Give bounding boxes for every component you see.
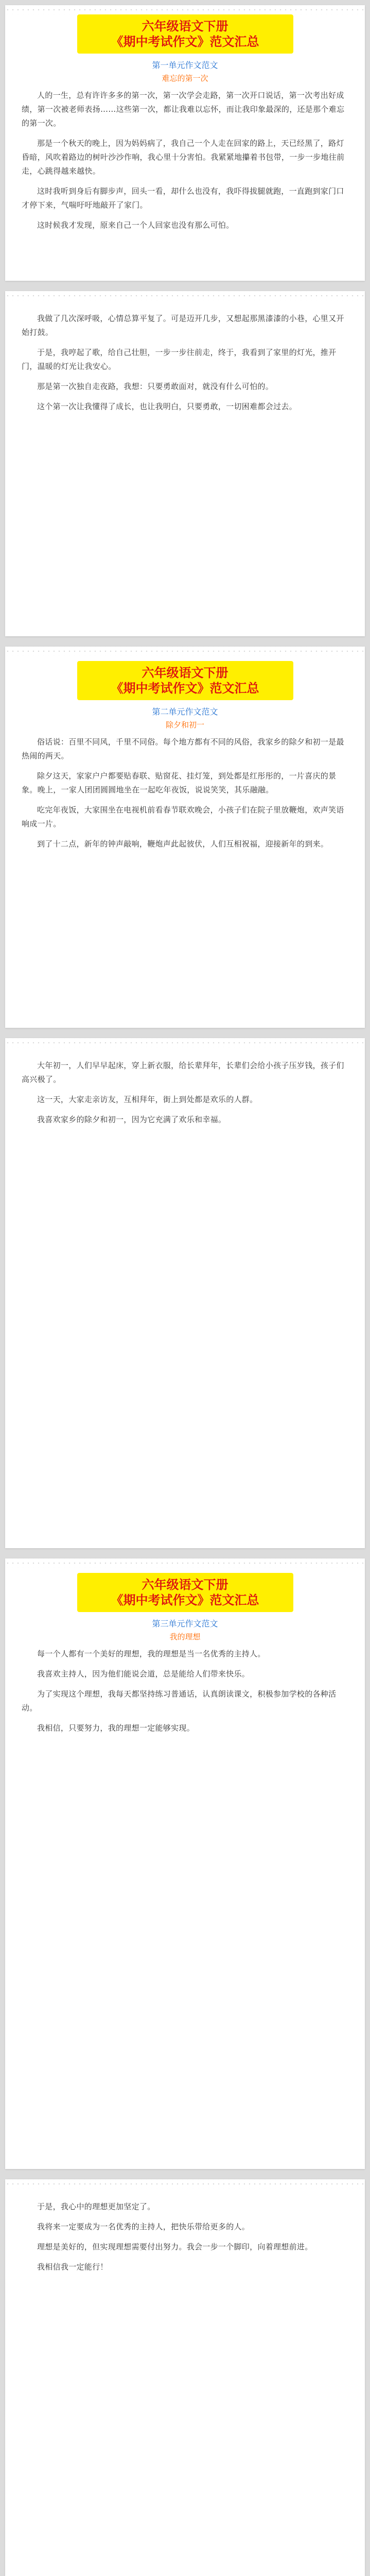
page-card-1	[5, 5, 365, 281]
paragraph: 于是，我心中的理想更加坚定了。	[37, 2202, 155, 2211]
paragraph: 我相信，只要努力，我的理想一定能够实现。	[37, 1723, 195, 1733]
title-banner	[77, 14, 293, 54]
paragraph: 除夕这天，家家户户都要贴春联、贴窗花、挂灯笼，到处都是红彤彤的，一片喜庆的景象。晚上，一家人团团圆圆地坐在一起吃年夜饭，说说笑笑，其乐融融。	[22, 771, 337, 794]
paragraph: 我将来一定要成为一名优秀的主持人，把快乐带给更多的人。	[37, 2222, 250, 2231]
paragraph: 俗话说：百里不同风，千里不同俗。每个地方都有不同的风俗，我家乡的除夕和初一是最热闹的两天。	[22, 737, 344, 760]
essay-title: 我的理想	[169, 1632, 201, 1641]
paragraph: 到了十二点，新年的钟声敲响，鞭炮声此起彼伏，人们互相祝福，迎接新年的到来。	[37, 839, 329, 849]
banner-line-2: 《期中考试作文》范文汇总	[111, 681, 259, 696]
dotted-border	[5, 2179, 365, 2189]
unit-heading: 第三单元作文范文	[152, 1619, 218, 1629]
unit-heading: 第一单元作文范文	[152, 60, 218, 70]
essay-body	[5, 89, 365, 232]
page-card-3	[5, 647, 365, 1028]
paragraph: 我做了几次深呼吸，心情总算平复了。可是迈开几步，又想起那黑漆漆的小巷，心里又开始打鼓。	[22, 314, 344, 337]
banner-line-1: 六年级语文下册	[142, 1578, 228, 1592]
paragraph: 那是一个秋天的晚上，因为妈妈病了，我自己一个人走在回家的路上，天已经黑了，路灯昏暗，风吹着路边的树叶沙沙作响，我心里十分害怕。我紧紧地攥着书包带，一步一步地往前走，心跳得越来越快。	[22, 139, 345, 176]
essay-body	[5, 2179, 365, 2274]
paragraph: 人的一生，总有许许多多的第一次，第一次学会走路，第一次开口说话，第一次考出好成绩，第一次被老师表扬……这些第一次，都让我难以忘怀，而让我印象最深的，还是那个难忘的第一次。	[22, 91, 345, 128]
title-banner	[77, 661, 293, 700]
essay-body	[5, 1038, 365, 1127]
banner-line-1: 六年级语文下册	[142, 19, 228, 33]
banner-line-2: 《期中考试作文》范文汇总	[111, 1593, 259, 1607]
paragraph: 我相信我一定能行！	[37, 2262, 108, 2272]
paragraph: 理想是美好的，但实现理想需要付出努力。我会一步一个脚印，向着理想前进。	[37, 2242, 313, 2251]
essay-body	[5, 291, 365, 414]
paragraph: 我喜欢主持人，因为他们能说会道，总是能给人们带来快乐。	[37, 1669, 250, 1679]
page-card-4	[5, 1038, 365, 1548]
paragraph: 于是，我哼起了歌，给自己壮胆，一步一步往前走，终于，我看到了家里的灯光，推开门，温暖的灯光让我安心。	[22, 348, 337, 371]
dotted-border	[5, 291, 365, 300]
dotted-border	[5, 1038, 365, 1047]
paragraph: 这个第一次让我懂得了成长，也让我明白，只要勇敢，一切困难都会过去。	[37, 402, 297, 411]
paragraph: 那是第一次独自走夜路，我想：只要勇敢面对，就没有什么可怕的。	[37, 382, 274, 391]
dotted-border	[5, 5, 365, 14]
essay-title: 除夕和初一	[165, 720, 204, 730]
page-card-6	[5, 2179, 365, 2576]
paragraph: 这时我听到身后有脚步声，回头一看，却什么也没有，我吓得拔腿就跑，一直跑到家门口才停下来，气喘吁吁地敲开了家门。	[22, 187, 344, 210]
paragraph: 这时候我才发现，原来自己一个人回家也没有那么可怕。	[37, 221, 234, 230]
unit-heading: 第二单元作文范文	[152, 707, 218, 717]
essay-body	[5, 1647, 365, 1735]
title-banner	[77, 1573, 293, 1612]
paragraph: 为了实现这个理想，我每天都坚持练习普通话，认真朗读课文，积极参加学校的各种活动。	[22, 1689, 337, 1713]
paragraph: 每一个人都有一个美好的理想，我的理想是当一名优秀的主持人。	[37, 1649, 266, 1658]
paragraph: 我喜欢家乡的除夕和初一，因为它充满了欢乐和幸福。	[37, 1115, 226, 1124]
page-card-2	[5, 291, 365, 636]
paragraph: 这一天，大家走亲访友，互相拜年，街上到处都是欢乐的人群。	[37, 1095, 258, 1104]
banner-line-2: 《期中考试作文》范文汇总	[111, 35, 259, 49]
page-card-5	[5, 1558, 365, 2169]
banner-line-1: 六年级语文下册	[142, 666, 228, 680]
dotted-border	[5, 1558, 365, 1568]
essay-title: 难忘的第一次	[162, 74, 208, 83]
paragraph: 吃完年夜饭，大家围坐在电视机前看春节联欢晚会，小孩子们在院子里放鞭炮，欢声笑语响成一片。	[22, 805, 344, 828]
essay-body	[5, 735, 365, 851]
paragraph: 大年初一，人们早早起床，穿上新衣服，给长辈拜年，长辈们会给小孩子压岁钱，孩子们高兴极了。	[22, 1061, 344, 1084]
dotted-border	[5, 647, 365, 656]
